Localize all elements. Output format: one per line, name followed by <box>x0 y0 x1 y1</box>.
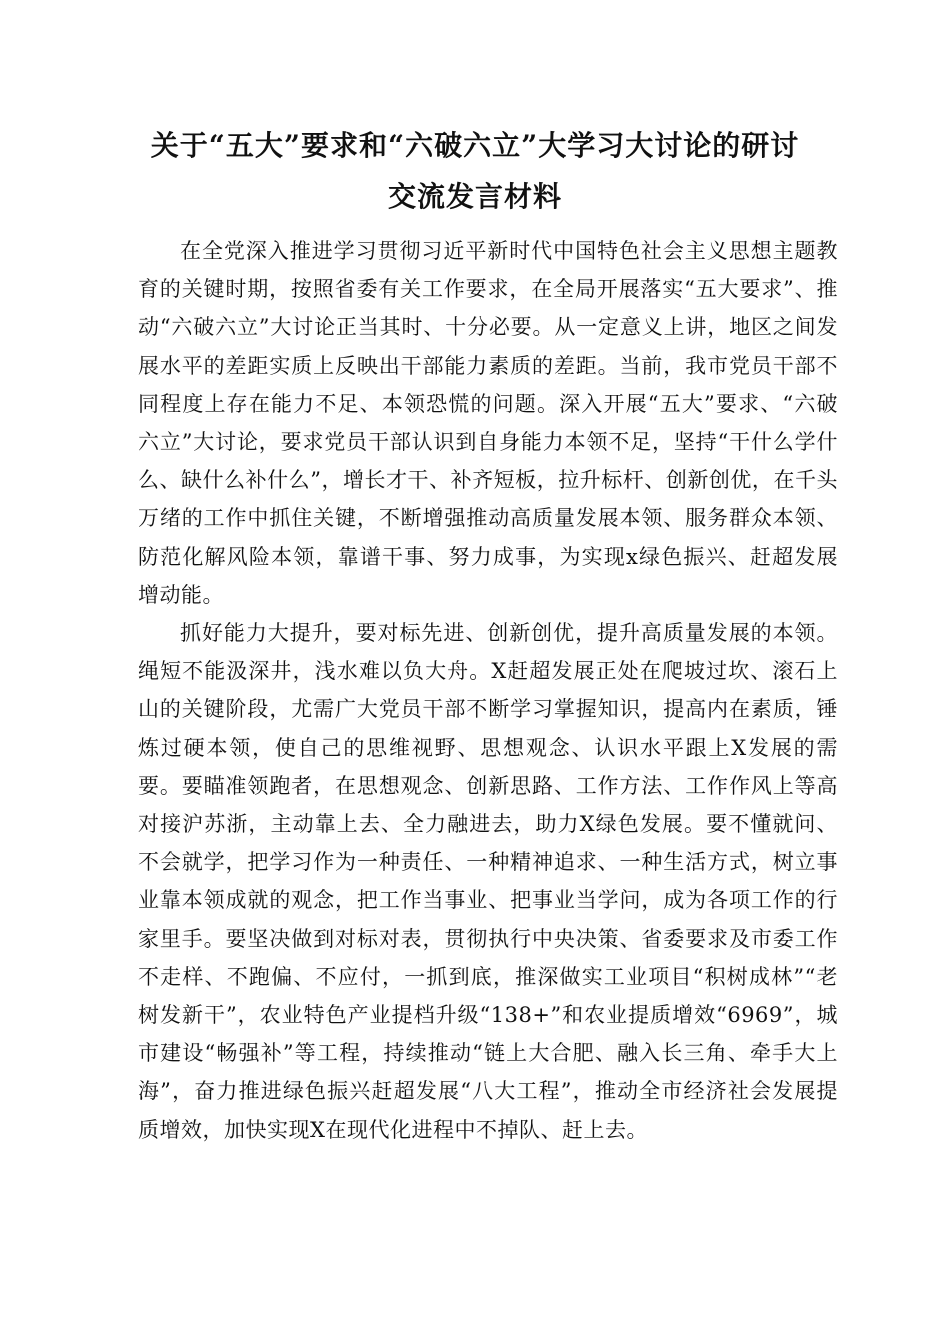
body-paragraph-1: 在全党深入推进学习贯彻习近平新时代中国特色社会主义思想主题教育的关键时期，按照省委有关工作要求，在全局开展落实“五大要求”、推动“六破六立”大讨论正当其时、十分必要。从一定意义上讲，地区之间发展水平的差距实质上反映出干部能力素质的差距。当前，我市党员干部不同程度上存在能力不足、本领恐慌的问题。深入开展“五大”要求、“六破六立”大讨论，要求党员干部认识到自身能力本领不足，坚持“干什么学什么、缺什么补什么”，增长才干、补齐短板，拉升标杆、创新创优，在千头万绪的工作中抓住关键，不断增强推动高质量发展本领、服务群众本领、防范化解风险本领，靠谱干事、努力成事，为实现x绿色振兴、赶超发展增动能。 <box>138 239 838 607</box>
document-title-line-1: 关于“五大”要求和“六破六立”大学习大讨论的研讨 <box>150 129 800 162</box>
document-title-line-2: 交流发言材料 <box>387 180 562 213</box>
body-paragraph-2: 抓好能力大提升，要对标先进、创新创优，提升高质量发展的本领。绳短不能汲深井，浅水难以负大舟。X赶超发展正处在爬坡过坎、滚石上山的关键阶段，尤需广大党员干部不断学习掌握知识，提高内在素质，锤炼过硬本领，使自己的思维视野、思想观念、认识水平跟上X发展的需要。要瞄准领跑者，在思想观念、创新思路、工作方法、工作作风上等高对接沪苏浙，主动靠上去、全力融进去，助力X绿色发展。要不懂就问、不会就学，把学习作为一种责任、一种精神追求、一种生活方式，树立事业靠本领成就的观念，把工作当事业、把事业当学问，成为各项工作的行家里手。要坚决做到对标对表，贯彻执行中央决策、省委要求及市委工作不走样、不跑偏、不应付，一抓到底，推深做实工业项目“积树成林”“老树发新干”，农业特色产业提档升级“138+”和农业提质增效“6969”，城市建设“畅强补”等工程，持续推动“链上大合肥、融入长三角、牵手大上海”，奋力推进绿色振兴赶超发展“八大工程”，推动全市经济社会发展提质增效，加快实现X在现代化进程中不掉队、赶上去。 <box>138 621 838 1142</box>
